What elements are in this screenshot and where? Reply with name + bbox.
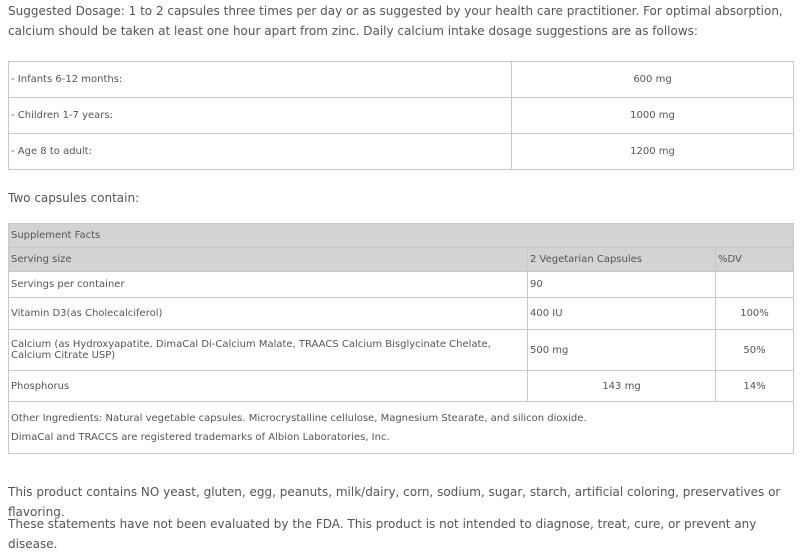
dosage-age-label: - Age 8 to adult: (9, 134, 512, 170)
nutrient-dv: 50% (716, 330, 794, 371)
other-ingredients-text: Other Ingredients: Natural vegetable capsules. Microcrystalline cellulose, Magnesium Stearate, and silicon dioxide. (11, 412, 587, 424)
suggested-dosage-text: Suggested Dosage: 1 to 2 capsules three times per day or as suggested by your health care practitioner. For optimal absorption, calcium should be taken at least one hour apart from zinc. Daily calcium intake dosage suggestions are as follows: (8, 4, 783, 38)
nutrient-dv: 14% (716, 371, 794, 402)
dosage-amount: 1200 mg (512, 134, 794, 170)
dv-header: %DV (716, 248, 794, 272)
allergen-statement: This product contains NO yeast, gluten, egg, peanuts, milk/dairy, corn, sodium, sugar, starch, artificial coloring, preservatives or flavoring. (8, 485, 781, 519)
table-row (9, 330, 794, 371)
nutrient-name: Calcium (as Hydroxyapatite, DimaCal Di-Calcium Malate, TRAACS Calcium Bisglycinate Chelate, Calcium Citrate USP) (9, 330, 528, 371)
supplement-facts-table (8, 223, 794, 454)
servings-value: 90 (528, 272, 716, 298)
two-capsules-text: Two capsules contain: (8, 191, 140, 205)
nutrient-dv: 100% (716, 298, 794, 330)
nutrient-amount: 143 mg (528, 371, 716, 402)
serving-size-value: 2 Vegetarian Capsules (528, 248, 716, 272)
serving-size-label: Serving size (9, 248, 528, 272)
table-row (9, 371, 794, 402)
dosage-amount: 600 mg (512, 62, 794, 98)
table-row (9, 62, 794, 98)
dosage-table (8, 61, 794, 170)
nutrient-name: Phosphorus (9, 371, 528, 402)
table-row (9, 248, 794, 272)
table-row (9, 298, 794, 330)
nutrient-name: Vitamin D3(as Cholecalciferol) (9, 298, 528, 330)
other-ingredients-cell (9, 402, 794, 454)
empty-cell (716, 272, 794, 298)
dosage-age-label: - Children 1-7 years: (9, 98, 512, 134)
fda-disclaimer: These statements have not been evaluated by the FDA. This product is not intended to diagnose, treat, cure, or prevent any disease. (8, 517, 757, 551)
trademark-note: DimaCal and TRACCS are registered trademarks of Albion Laboratories, Inc. (11, 431, 390, 443)
dosage-age-label: - Infants 6-12 months: (9, 62, 512, 98)
table-row (9, 134, 794, 170)
nutrient-amount: 400 IU (528, 298, 716, 330)
table-row (9, 272, 794, 298)
table-row (9, 224, 794, 248)
servings-label: Servings per container (9, 272, 528, 298)
nutrient-amount: 500 mg (528, 330, 716, 371)
table-row (9, 402, 794, 454)
dosage-amount: 1000 mg (512, 98, 794, 134)
table-row (9, 98, 794, 134)
supplement-facts-title: Supplement Facts (9, 224, 794, 248)
